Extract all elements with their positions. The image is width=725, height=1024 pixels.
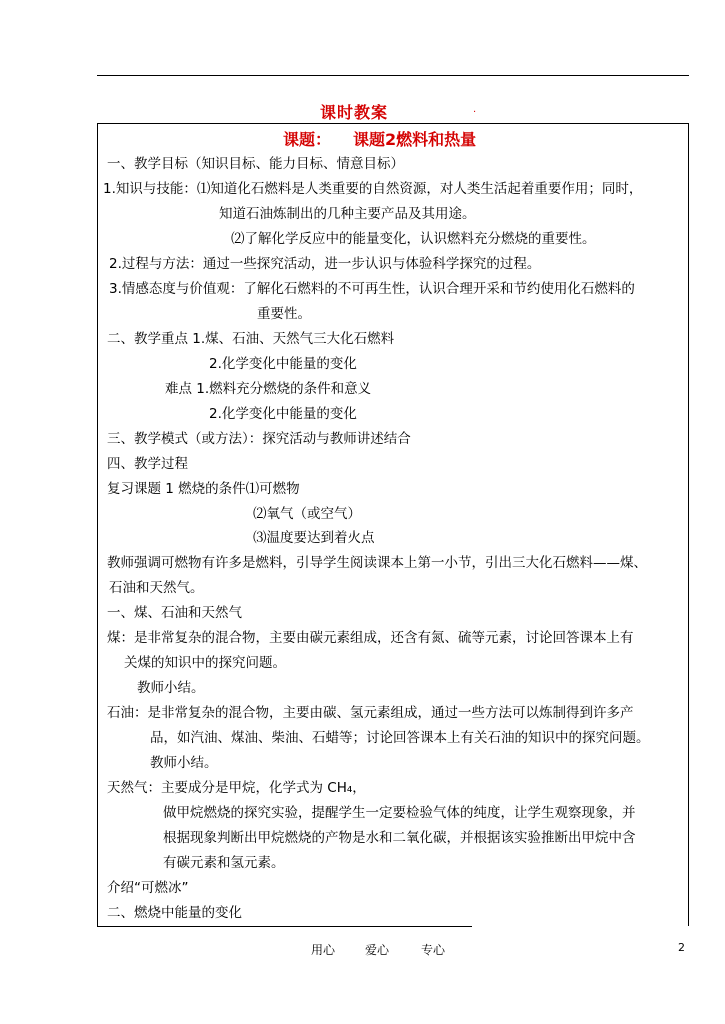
footer-rule	[97, 926, 472, 927]
text-line: 3.情感态度与价值观：了解化石燃料的不可再生性，认识合理开采和节约使用化石燃料的	[109, 281, 635, 297]
text-line: 2.化学变化中能量的变化	[209, 406, 357, 422]
text-line: 四、教学过程	[107, 456, 188, 472]
title-mark: .	[473, 104, 477, 115]
text-line: 教师小结。	[137, 680, 205, 696]
footer-motto: 用心	[311, 943, 336, 957]
lesson-subject	[283, 127, 476, 150]
text-line: 介绍“可燃冰”	[107, 880, 189, 896]
text-line: 1.知识与技能：⑴知道化石燃料是人类重要的自然资源，对人类生活起着重要作用；同时，	[103, 181, 643, 197]
text-line: 重要性。	[257, 306, 311, 322]
footer-motto: 爱心	[365, 943, 390, 957]
text-line: ⑶温度要达到着火点	[253, 530, 375, 546]
text-line: 品，如汽油、煤油、柴油、石蜡等；讨论回答课本上有关石油的知识中的探究问题。	[150, 730, 650, 746]
text-line: 教师小结。	[150, 755, 218, 771]
text-line: 一、煤、石油和天然气	[107, 605, 242, 621]
text-line: 2.过程与方法：通过一些探究活动，进一步认识与体验科学探究的过程。	[109, 256, 541, 272]
text-line: 复习课题 1 燃烧的条件⑴可燃物	[107, 481, 300, 497]
text-line: 教师强调可燃物有许多是燃料，引导学生阅读课本上第一小节，引出三大化石燃料——煤、	[107, 555, 647, 571]
header-rule	[97, 75, 689, 76]
text-line: 知道石油炼制出的几种主要产品及其用途。	[219, 206, 476, 222]
text-line: 关煤的知识中的探究问题。	[124, 655, 286, 671]
text-line: 做甲烷燃烧的探究实验，提醒学生一定要检验气体的纯度，让学生观察现象，并	[163, 805, 636, 821]
text-line: 天然气：主要成分是甲烷，化学式为 CH₄，	[107, 780, 366, 796]
text-line: 煤：是非常复杂的混合物，主要由碳元素组成，还含有氮、硫等元素，讨论回答课本上有	[107, 630, 634, 646]
page-title: 课时教案	[320, 103, 389, 122]
subject-label: 课题：	[283, 130, 332, 149]
text-line: 二、教学重点 1.煤、石油、天然气三大化石燃料	[107, 331, 395, 347]
page-number: 2	[678, 941, 685, 954]
text-line: ⑵了解化学反应中的能量变化，认识燃料充分燃烧的重要性。	[231, 231, 596, 247]
subject-value: 课题2燃料和热量	[353, 130, 477, 149]
text-line: 三、教学模式（或方法）：探究活动与教师讲述结合	[107, 431, 411, 447]
text-line: 石油：是非常复杂的混合物，主要由碳、氢元素组成，通过一些方法可以炼制得到许多产	[107, 705, 634, 721]
text-line: 有碳元素和氢元素。	[163, 855, 285, 871]
text-line: 难点 1.燃料充分燃烧的条件和意义	[165, 381, 372, 397]
text-line: 二、燃烧中能量的变化	[107, 905, 242, 921]
text-line: 一、教学目标（知识目标、能力目标、情意目标）	[107, 156, 404, 172]
text-line: 2.化学变化中能量的变化	[209, 356, 357, 372]
text-line: ⑵氧气（或空气）	[253, 506, 361, 522]
text-line: 根据现象判断出甲烷燃烧的产物是水和二氧化碳，并根据该实验推断出甲烷中含	[163, 830, 636, 846]
text-line: 石油和天然气。	[109, 580, 204, 596]
footer-motto: 专心	[421, 943, 446, 957]
